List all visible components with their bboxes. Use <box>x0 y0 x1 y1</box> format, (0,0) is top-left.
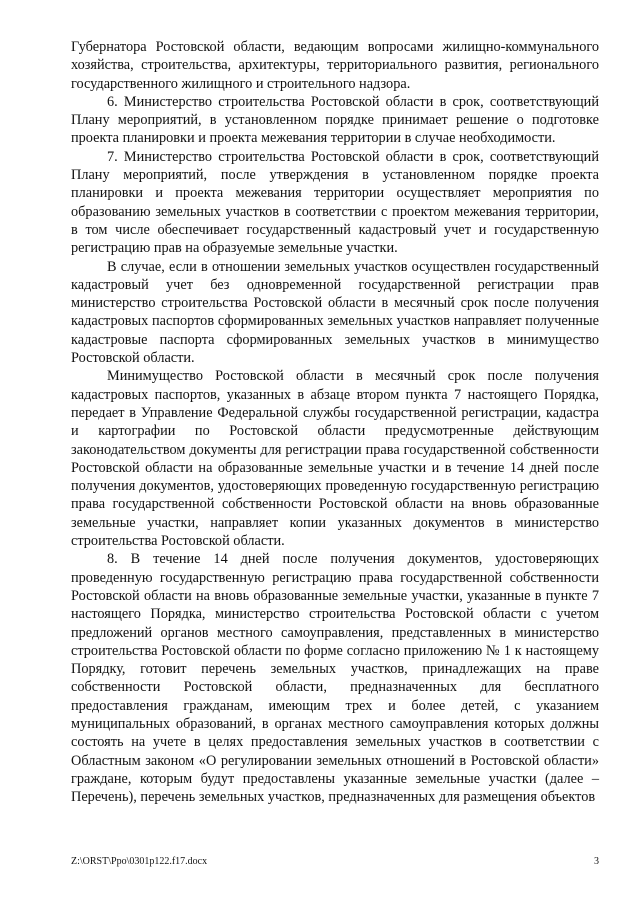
page-footer <box>71 856 599 867</box>
paragraph-item-7-part-2: В случае, если в отношении земельных участков осуществлен государственный кадастровый учет без одновременной государственной регистрации прав министерство строительства Ростовской области в месячный срок после получения кадастровых паспортов сформированных земельных участков направляет полученные кадастровые паспорта сформированных земельных участков в минимущество Ростовской области. <box>71 258 599 367</box>
document-body <box>71 38 599 806</box>
paragraph-item-7-part-3: Минимущество Ростовской области в месячный срок после получения кадастровых паспортов, указанных в абзаце втором пункта 7 настоящего Порядка, передает в Управление Федеральной службы государственной регистрации, кадастра и картографии по Ростовской области предусмотренные действующим законодательством документы для регистрации права государственной собственности Ростовской области на образованные земельные участки и в течение 14 дней после получения документов, удостоверяющих проведенную государственную регистрацию права государственной собственности Ростовской области на вновь образованные земельные участки, направляет копии указанных документов в министерство строительства Ростовской области. <box>71 368 599 550</box>
paragraph-item-8: 8. В течение 14 дней после получения документов, удостоверяющих проведенную государственную регистрацию права государственной собственности Ростовской области на вновь образованные земельные участки, указанные в пункте 7 настоящего Порядка, министерство строительства Ростовской области с учетом предложений органов местного самоуправления, представленных в министерство строительства Ростовской области по форме согласно приложению № 1 к настоящему Порядку, готовит перечень земельных участков, принадлежащих на праве собственности Ростовской области, предназначенных для бесплатного предоставления гражданам, имеющим трех и более детей, с указанием муниципальных образований, в органах местного самоуправления которых должны состоять на учете в целях предоставления земельных участков в соответствии с Областным законом «О регулировании земельных отношений в Ростовской области» граждане, которым будут предоставлены указанные земельные участки (далее – Перечень), перечень земельных участков, предназначенных для размещения объектов <box>71 551 599 806</box>
paragraph-item-7: 7. Министерство строительства Ростовской области в срок, соответствующий Плану мероприятий, после утверждения в установленном порядке проекта планировки и проекта межевания территории осуществляет мероприятия по образованию земельных участков в соответствии с проектом межевания территории, в том числе обеспечивает государственный кадастровый учет и государственную регистрацию прав на образуемые земельные участки. <box>71 148 599 257</box>
page-number: 3 <box>594 856 599 867</box>
paragraph-item-6: 6. Министерство строительства Ростовской области в срок, соответствующий Плану мероприятий, в установленном порядке принимает решение о подготовке проекта планировки и проекта межевания территории в случае необходимости. <box>71 93 599 147</box>
footer-file-path: Z:\ORST\Ppo\0301p122.f17.docx <box>71 856 208 867</box>
paragraph-continuation: Губернатора Ростовской области, ведающим вопросами жилищно-коммунального хозяйства, строительства, архитектуры, территориального развития, регионального государственного жилищного и строительного надзора. <box>71 39 599 92</box>
